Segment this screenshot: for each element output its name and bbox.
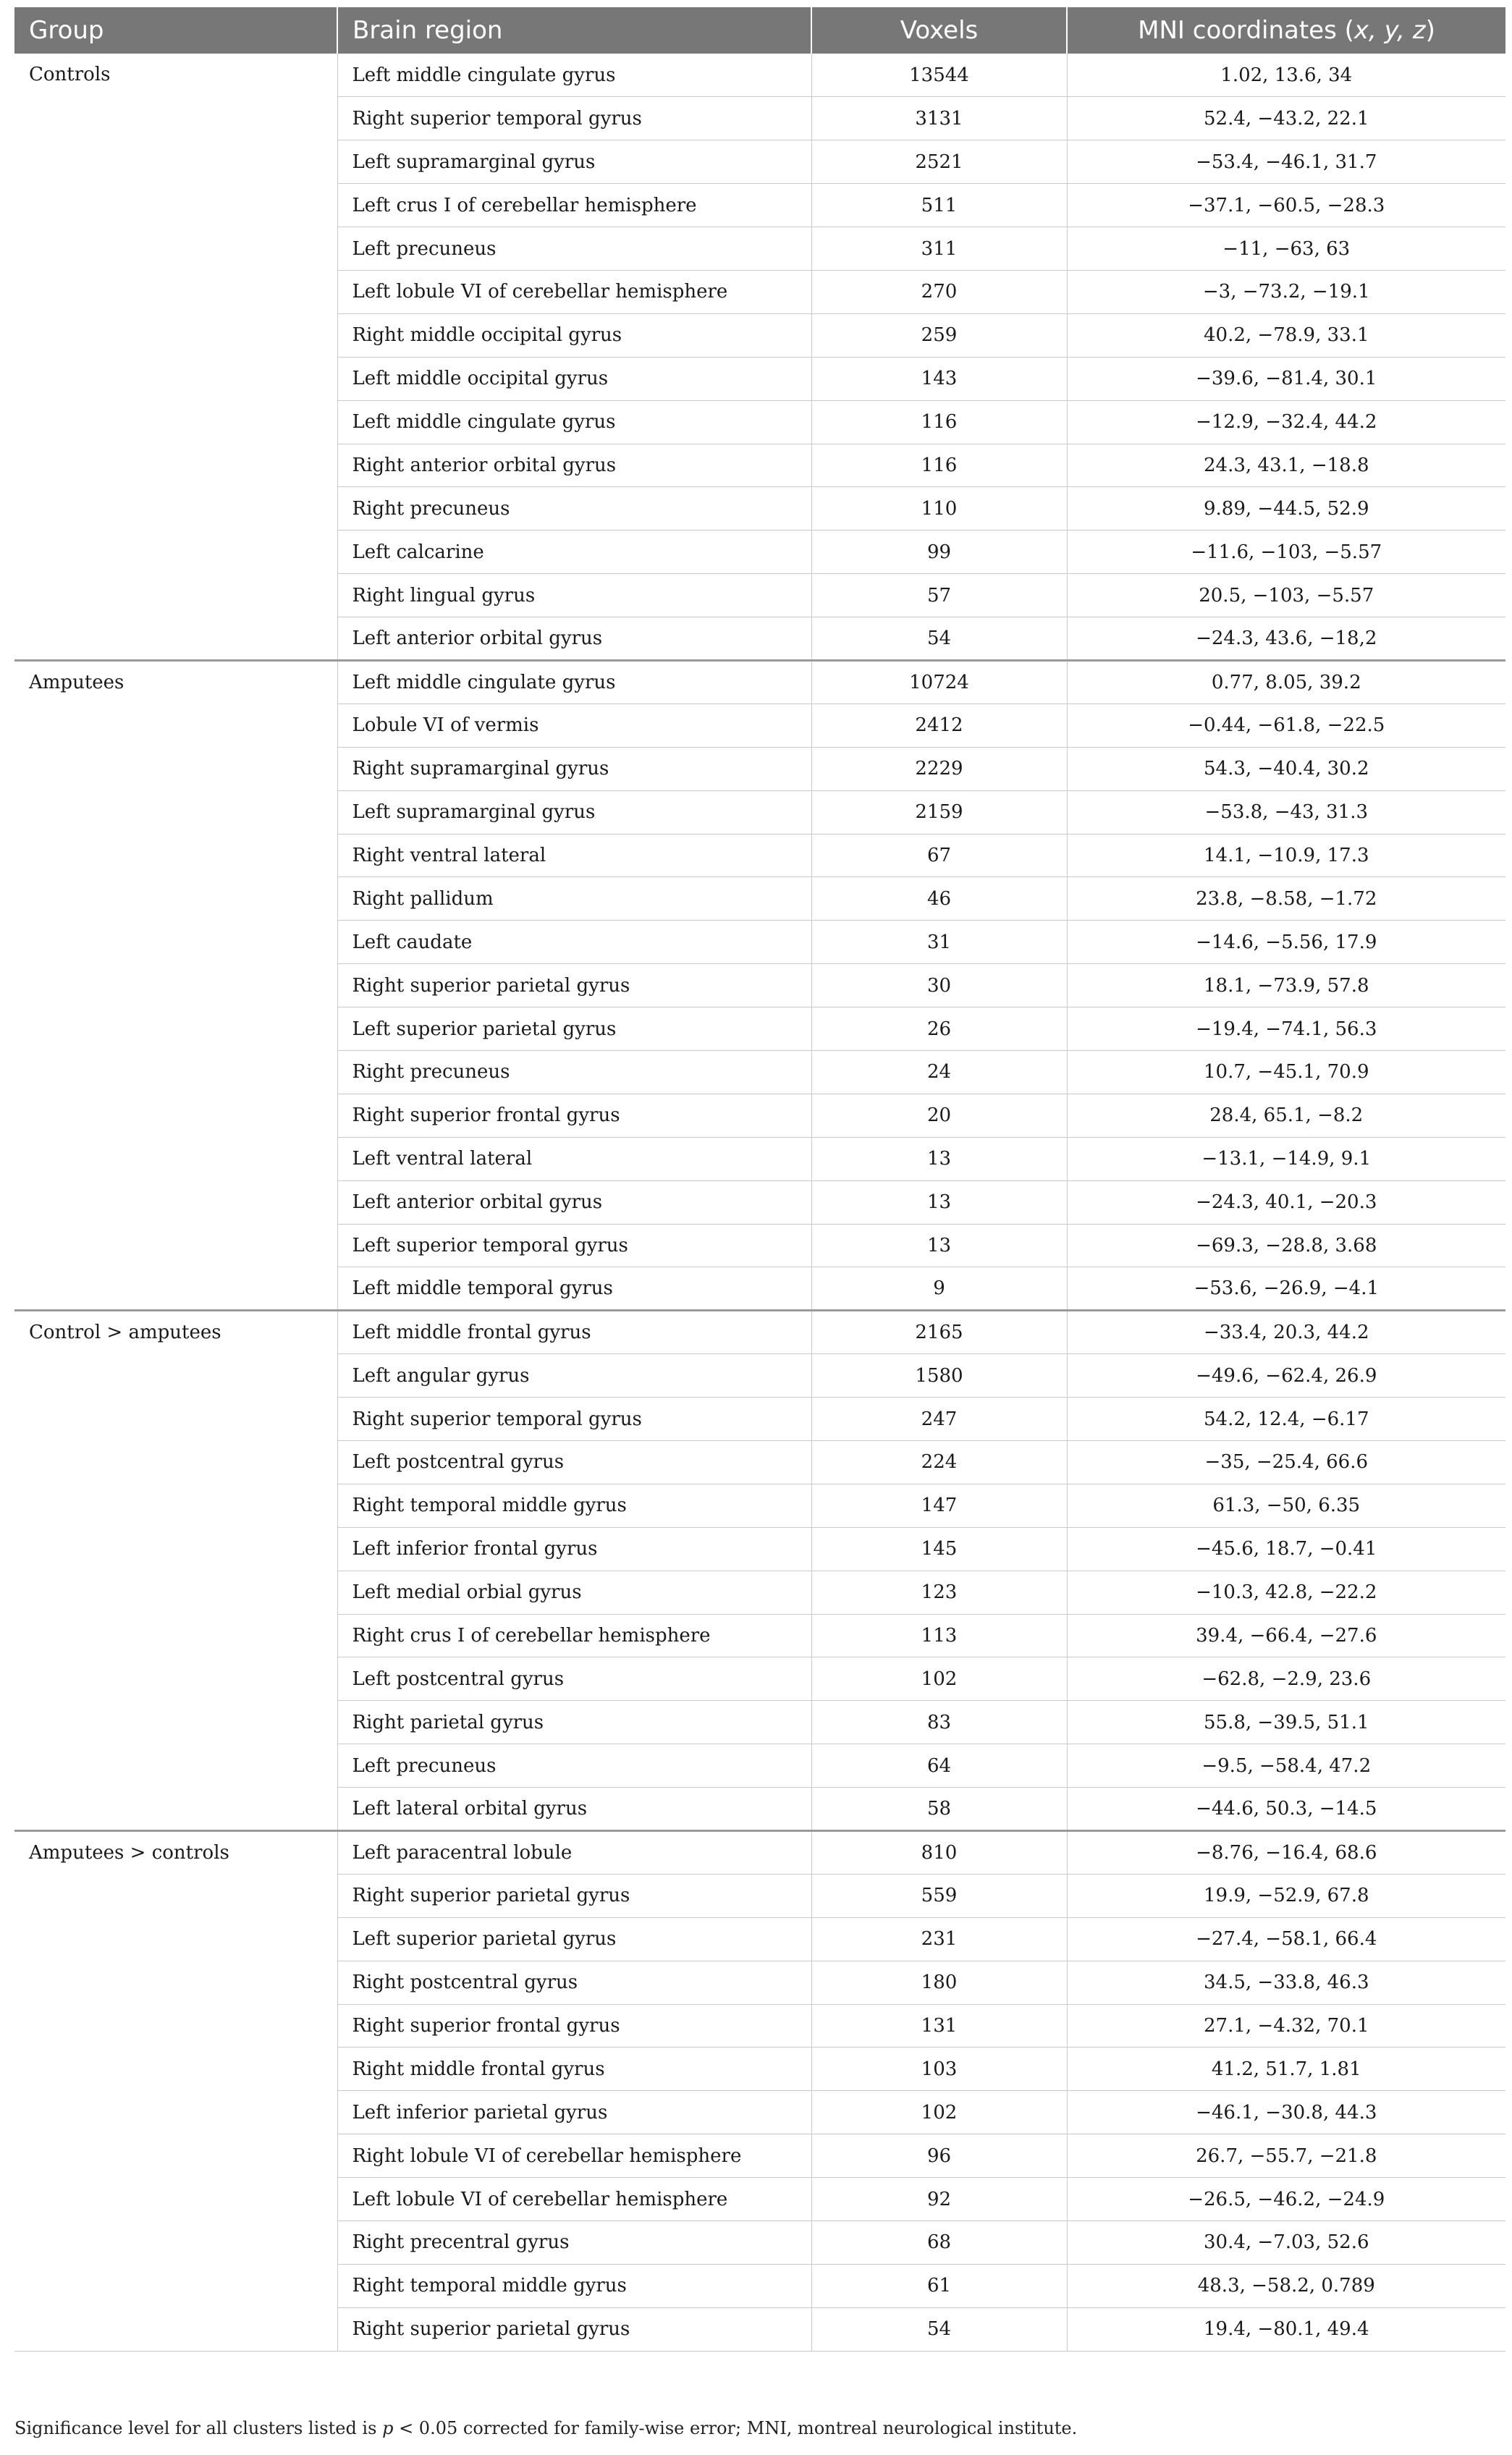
mni-coordinates-cell: 24.3, 43.1, −18.8 [1067, 444, 1505, 487]
voxels-cell: 810 [811, 1831, 1067, 1875]
brain-region-cell: Right precuneus [337, 1050, 811, 1094]
mni-coordinates-cell: −45.6, 18.7, −0.41 [1067, 1527, 1505, 1571]
voxels-cell: 145 [811, 1527, 1067, 1571]
voxels-cell: 110 [811, 487, 1067, 531]
header-group: Group [14, 7, 337, 54]
brain-region-cell: Right postcentral gyrus [337, 1961, 811, 2004]
mni-coordinates-cell: −35, −25.4, 66.6 [1067, 1441, 1505, 1484]
brain-region-cell: Right precentral gyrus [337, 2221, 811, 2265]
brain-region-cell: Left middle cingulate gyrus [337, 54, 811, 97]
mni-coordinates-cell: 10.7, −45.1, 70.9 [1067, 1050, 1505, 1094]
mni-coordinates-cell: −53.8, −43, 31.3 [1067, 790, 1505, 834]
brain-region-cell: Right middle frontal gyrus [337, 2048, 811, 2091]
mni-coordinates-cell: 30.4, −7.03, 52.6 [1067, 2221, 1505, 2265]
mni-coordinates-cell: 26.7, −55.7, −21.8 [1067, 2134, 1505, 2178]
brain-region-cell: Right precuneus [337, 487, 811, 531]
table-header [14, 7, 1505, 54]
mni-coordinates-cell: 28.4, 65.1, −8.2 [1067, 1094, 1505, 1137]
voxels-cell: 31 [811, 921, 1067, 964]
voxels-cell: 113 [811, 1614, 1067, 1657]
brain-region-cell: Left ventral lateral [337, 1137, 811, 1180]
voxels-cell: 68 [811, 2221, 1067, 2265]
brain-region-cell: Left middle cingulate gyrus [337, 400, 811, 444]
voxels-cell: 224 [811, 1441, 1067, 1484]
table-footnote [14, 2418, 1077, 2438]
brain-region-cell: Left anterior orbital gyrus [337, 617, 811, 661]
voxels-cell: 3131 [811, 97, 1067, 140]
voxels-cell: 123 [811, 1571, 1067, 1614]
voxels-cell: 259 [811, 313, 1067, 357]
brain-region-cell: Left anterior orbital gyrus [337, 1180, 811, 1224]
header-mni-suffix: ) [1425, 16, 1435, 45]
voxels-cell: 116 [811, 444, 1067, 487]
brain-region-cell: Left calcarine [337, 531, 811, 574]
brain-region-cell: Right temporal middle gyrus [337, 2264, 811, 2307]
brain-region-cell: Right pallidum [337, 877, 811, 921]
mni-coordinates-cell: 48.3, −58.2, 0.789 [1067, 2264, 1505, 2307]
voxels-cell: 2412 [811, 703, 1067, 747]
voxels-cell: 102 [811, 2091, 1067, 2134]
mni-coordinates-cell: −46.1, −30.8, 44.3 [1067, 2091, 1505, 2134]
brain-region-cell: Left supramarginal gyrus [337, 790, 811, 834]
brain-region-cell: Right superior temporal gyrus [337, 1398, 811, 1441]
mni-coordinates-cell: 23.8, −8.58, −1.72 [1067, 877, 1505, 921]
voxels-cell: 96 [811, 2134, 1067, 2178]
mni-coordinates-cell: 14.1, −10.9, 17.3 [1067, 834, 1505, 877]
brain-region-cell: Right superior frontal gyrus [337, 1094, 811, 1137]
brain-region-cell: Left middle frontal gyrus [337, 1311, 811, 1354]
voxels-cell: 46 [811, 877, 1067, 921]
mni-coordinates-cell: −44.6, 50.3, −14.5 [1067, 1788, 1505, 1831]
mni-coordinates-cell: 1.02, 13.6, 34 [1067, 54, 1505, 97]
table-row [14, 54, 1505, 97]
brain-region-cell: Left angular gyrus [337, 1354, 811, 1398]
mni-coordinates-cell: −11, −63, 63 [1067, 227, 1505, 271]
voxels-cell: 20 [811, 1094, 1067, 1137]
mni-coordinates-cell: −33.4, 20.3, 44.2 [1067, 1311, 1505, 1354]
voxels-cell: 13 [811, 1180, 1067, 1224]
mni-coordinates-cell: 19.4, −80.1, 49.4 [1067, 2307, 1505, 2351]
voxels-cell: 2159 [811, 790, 1067, 834]
header-mni-axes: x, y, z [1353, 16, 1426, 45]
brain-region-cell: Left supramarginal gyrus [337, 140, 811, 184]
group-cell: Controls [14, 54, 337, 660]
voxels-cell: 13 [811, 1137, 1067, 1180]
mni-coordinates-cell: −0.44, −61.8, −22.5 [1067, 703, 1505, 747]
voxels-cell: 2165 [811, 1311, 1067, 1354]
brain-region-cell: Right middle occipital gyrus [337, 313, 811, 357]
mni-coordinates-cell: −53.6, −26.9, −4.1 [1067, 1267, 1505, 1311]
voxels-cell: 559 [811, 1874, 1067, 1917]
voxels-cell: 83 [811, 1701, 1067, 1744]
brain-region-cell: Right supramarginal gyrus [337, 747, 811, 790]
voxels-cell: 131 [811, 2004, 1067, 2048]
voxels-cell: 143 [811, 357, 1067, 400]
mni-coordinates-cell: 52.4, −43.2, 22.1 [1067, 97, 1505, 140]
mni-coordinates-cell: −3, −73.2, −19.1 [1067, 270, 1505, 313]
voxels-cell: 64 [811, 1744, 1067, 1788]
mni-coordinates-cell: 0.77, 8.05, 39.2 [1067, 660, 1505, 703]
table-row [14, 1311, 1505, 1354]
brain-region-cell: Right superior parietal gyrus [337, 964, 811, 1007]
mni-coordinates-cell: 54.2, 12.4, −6.17 [1067, 1398, 1505, 1441]
mni-coordinates-cell: 19.9, −52.9, 67.8 [1067, 1874, 1505, 1917]
brain-region-cell: Right superior parietal gyrus [337, 2307, 811, 2351]
mni-coordinates-cell: −24.3, 43.6, −18,2 [1067, 617, 1505, 661]
mni-coordinates-cell: −11.6, −103, −5.57 [1067, 531, 1505, 574]
mni-coordinates-cell: −69.3, −28.8, 3.68 [1067, 1224, 1505, 1267]
brain-region-cell: Left lobule VI of cerebellar hemisphere [337, 270, 811, 313]
voxels-cell: 10724 [811, 660, 1067, 703]
brain-region-cell: Left precuneus [337, 227, 811, 271]
header-voxels: Voxels [811, 7, 1067, 54]
mni-coordinates-cell: −8.76, −16.4, 68.6 [1067, 1831, 1505, 1875]
voxels-cell: 13 [811, 1224, 1067, 1267]
voxels-cell: 116 [811, 400, 1067, 444]
brain-region-cell: Right superior parietal gyrus [337, 1874, 811, 1917]
brain-region-cell: Right temporal middle gyrus [337, 1484, 811, 1527]
voxels-cell: 26 [811, 1007, 1067, 1051]
table-row [14, 660, 1505, 703]
mni-coordinates-cell: 39.4, −66.4, −27.6 [1067, 1614, 1505, 1657]
brain-region-cell: Left crus I of cerebellar hemisphere [337, 184, 811, 227]
voxels-cell: 67 [811, 834, 1067, 877]
mni-coordinates-cell: −13.1, −14.9, 9.1 [1067, 1137, 1505, 1180]
group-cell: Control > amputees [14, 1311, 337, 1831]
brain-region-cell: Left postcentral gyrus [337, 1657, 811, 1701]
voxels-cell: 180 [811, 1961, 1067, 2004]
brain-region-cell: Right parietal gyrus [337, 1701, 811, 1744]
voxels-cell: 103 [811, 2048, 1067, 2091]
brain-region-cell: Right lobule VI of cerebellar hemisphere [337, 2134, 811, 2178]
group-cell: Amputees > controls [14, 1831, 337, 2352]
brain-region-cell: Left superior temporal gyrus [337, 1224, 811, 1267]
voxels-cell: 2229 [811, 747, 1067, 790]
brain-region-cell: Lobule VI of vermis [337, 703, 811, 747]
group-cell: Amputees [14, 660, 337, 1310]
mni-coordinates-cell: −19.4, −74.1, 56.3 [1067, 1007, 1505, 1051]
brain-region-cell: Left middle cingulate gyrus [337, 660, 811, 703]
voxels-cell: 58 [811, 1788, 1067, 1831]
brain-region-cell: Left superior parietal gyrus [337, 1007, 811, 1051]
mni-coordinates-cell: −62.8, −2.9, 23.6 [1067, 1657, 1505, 1701]
voxels-cell: 311 [811, 227, 1067, 271]
voxels-cell: 231 [811, 1917, 1067, 1961]
mni-coordinates-cell: −39.6, −81.4, 30.1 [1067, 357, 1505, 400]
voxels-cell: 270 [811, 270, 1067, 313]
voxels-cell: 92 [811, 2178, 1067, 2221]
brain-region-cell: Left superior parietal gyrus [337, 1917, 811, 1961]
mni-coordinates-cell: −27.4, −58.1, 66.4 [1067, 1917, 1505, 1961]
mni-coordinates-cell: 41.2, 51.7, 1.81 [1067, 2048, 1505, 2091]
brain-region-cell: Right superior frontal gyrus [337, 2004, 811, 2048]
brain-region-cell: Left postcentral gyrus [337, 1441, 811, 1484]
mni-coordinates-cell: 20.5, −103, −5.57 [1067, 574, 1505, 617]
voxels-cell: 2521 [811, 140, 1067, 184]
header-row [14, 7, 1505, 54]
voxels-cell: 247 [811, 1398, 1067, 1441]
mni-coordinates-cell: 34.5, −33.8, 46.3 [1067, 1961, 1505, 2004]
brain-region-cell: Left paracentral lobule [337, 1831, 811, 1875]
voxels-cell: 147 [811, 1484, 1067, 1527]
voxels-cell: 61 [811, 2264, 1067, 2307]
mni-coordinates-cell: 61.3, −50, 6.35 [1067, 1484, 1505, 1527]
mni-coordinates-cell: −9.5, −58.4, 47.2 [1067, 1744, 1505, 1788]
mni-coordinates-cell: −37.1, −60.5, −28.3 [1067, 184, 1505, 227]
brain-region-cell: Left middle occipital gyrus [337, 357, 811, 400]
footnote-text-after: < 0.05 corrected for family-wise error; MNI, montreal neurological institute. [393, 2418, 1078, 2438]
brain-region-cell: Right superior temporal gyrus [337, 97, 811, 140]
mni-coordinates-cell: −14.6, −5.56, 17.9 [1067, 921, 1505, 964]
mni-coordinates-cell: −12.9, −32.4, 44.2 [1067, 400, 1505, 444]
voxels-cell: 24 [811, 1050, 1067, 1094]
brain-region-cell: Right ventral lateral [337, 834, 811, 877]
footnote-p-symbol: p [382, 2418, 394, 2438]
mni-coordinates-cell: 9.89, −44.5, 52.9 [1067, 487, 1505, 531]
brain-region-cell: Right lingual gyrus [337, 574, 811, 617]
brain-region-table [14, 7, 1505, 2352]
mni-coordinates-cell: −53.4, −46.1, 31.7 [1067, 140, 1505, 184]
brain-region-cell: Left medial orbial gyrus [337, 1571, 811, 1614]
mni-coordinates-cell: −24.3, 40.1, −20.3 [1067, 1180, 1505, 1224]
brain-region-cell: Left middle temporal gyrus [337, 1267, 811, 1311]
brain-region-cell: Left lobule VI of cerebellar hemisphere [337, 2178, 811, 2221]
voxels-cell: 9 [811, 1267, 1067, 1311]
header-mni-prefix: MNI coordinates ( [1138, 16, 1354, 45]
mni-coordinates-cell: 27.1, −4.32, 70.1 [1067, 2004, 1505, 2048]
brain-region-cell: Right crus I of cerebellar hemisphere [337, 1614, 811, 1657]
brain-region-cell: Left inferior frontal gyrus [337, 1527, 811, 1571]
voxels-cell: 13544 [811, 54, 1067, 97]
brain-region-cell: Left precuneus [337, 1744, 811, 1788]
brain-region-cell: Left inferior parietal gyrus [337, 2091, 811, 2134]
voxels-cell: 54 [811, 2307, 1067, 2351]
mni-coordinates-cell: 18.1, −73.9, 57.8 [1067, 964, 1505, 1007]
voxels-cell: 30 [811, 964, 1067, 1007]
footnote-text-before: Significance level for all clusters listed is [14, 2418, 383, 2438]
brain-region-cell: Left lateral orbital gyrus [337, 1788, 811, 1831]
brain-region-cell: Right anterior orbital gyrus [337, 444, 811, 487]
voxels-cell: 102 [811, 1657, 1067, 1701]
mni-coordinates-cell: 40.2, −78.9, 33.1 [1067, 313, 1505, 357]
header-brain-region: Brain region [337, 7, 811, 54]
mni-coordinates-cell: −26.5, −46.2, −24.9 [1067, 2178, 1505, 2221]
mni-coordinates-cell: 55.8, −39.5, 51.1 [1067, 1701, 1505, 1744]
header-mni-coordinates [1067, 7, 1505, 54]
table-row [14, 1831, 1505, 1875]
voxels-cell: 1580 [811, 1354, 1067, 1398]
table-body [14, 54, 1505, 2351]
brain-region-cell: Left caudate [337, 921, 811, 964]
mni-coordinates-cell: −10.3, 42.8, −22.2 [1067, 1571, 1505, 1614]
mni-coordinates-cell: 54.3, −40.4, 30.2 [1067, 747, 1505, 790]
results-table-container [14, 7, 1505, 2352]
voxels-cell: 57 [811, 574, 1067, 617]
voxels-cell: 511 [811, 184, 1067, 227]
voxels-cell: 99 [811, 531, 1067, 574]
voxels-cell: 54 [811, 617, 1067, 661]
mni-coordinates-cell: −49.6, −62.4, 26.9 [1067, 1354, 1505, 1398]
